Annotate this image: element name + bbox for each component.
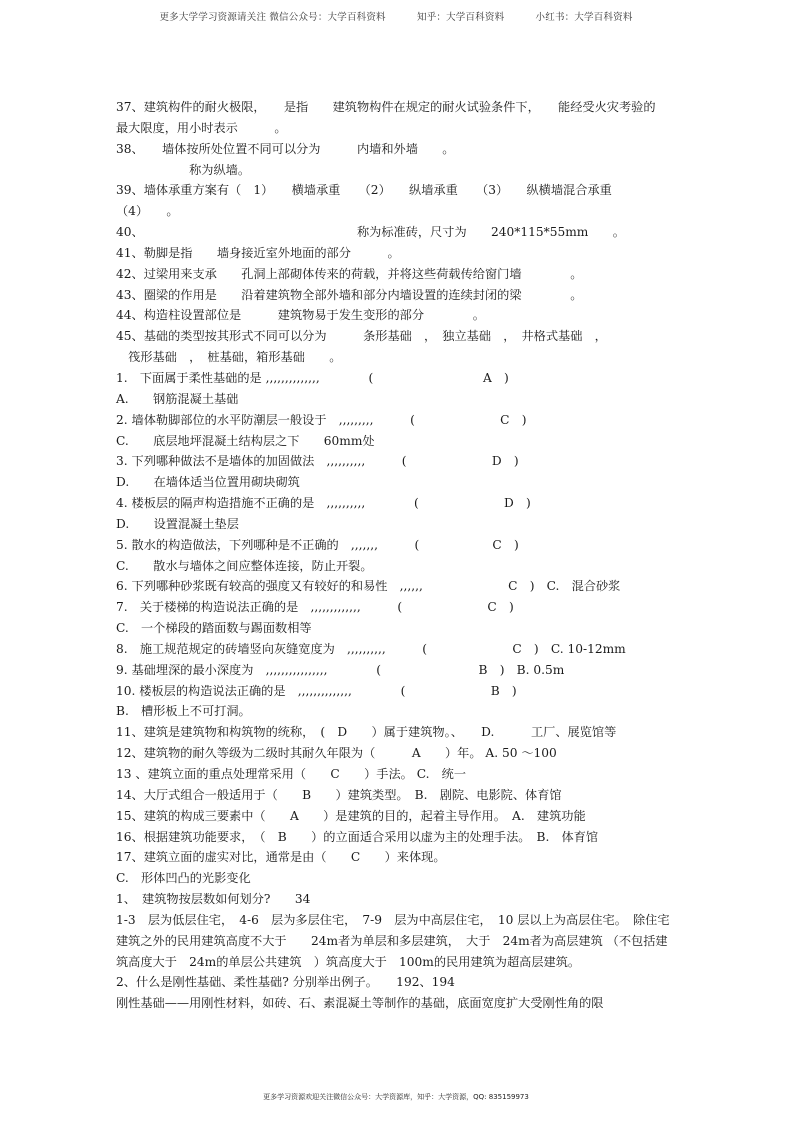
text-line: 10. 楼板层的构造说法正确的是 ,,,,,,,,,,,,,, ( B ) xyxy=(116,683,517,698)
text-line: 建筑之外的民用建筑高度不大于 24m者为单层和多层建筑， 大于 24m者为高层建筑 （不包括建 xyxy=(116,933,668,948)
text-line: C. 底层地坪混凝土结构层之下 60mm处 xyxy=(116,433,375,448)
page-footer: 更多学习资源欢迎关注微信公众号：大学资源库，知乎：大学资源，QQ: 835159973 xyxy=(263,1093,529,1101)
text-line: 1. 下面属于柔性基础的是 ,,,,,,,,,,,,,, ( A ) xyxy=(116,370,509,385)
text-line: 筑高度大于 24m的单层公共建筑 ）筑高度大于 100m的民用建筑为超高层建筑。 xyxy=(116,954,581,969)
text-line: 15、建筑的构成三要素中（ A ）是建筑的目的，起着主导作用。 A. 建筑功能 xyxy=(116,808,586,823)
text-line: 44、构造柱设置部位是 建筑物易于发生变形的部分 。 xyxy=(116,308,485,323)
text-line: 1-3 层为低层住宅， 4-6 层为多层住宅， 7-9 层为中高层住宅， 10 层以上为高层住宅。 除住宅 xyxy=(116,912,670,927)
header-zhihu-text: 知乎：大学百科资料 xyxy=(417,12,505,23)
text-line: A. 钢筋混凝土基础 xyxy=(116,391,239,406)
text-line: 8. 施工规范规定的砖墙竖向灰缝宽度为 ,,,,,,,,,, ( C ) C. 10-12mm xyxy=(116,641,626,656)
text-line: C. 散水与墙体之间应整体连接，防止开裂。 xyxy=(116,558,373,573)
header-xiaohongshu-text: 小红书：大学百科资料 xyxy=(535,12,633,23)
text-line: 16、根据建筑功能要求， （ B ）的立面适合采用以虚为主的处理手法。 B. 体育馆 xyxy=(116,829,599,844)
text-line: 13 、建筑立面的重点处理常采用（ C ）手法。 C. 统一 xyxy=(116,767,467,781)
text-line: 刚性基础——用刚性材料，如砖、石、素混凝土等制作的基础，底面宽度扩大受刚性角的限 xyxy=(116,996,604,1011)
text-line: 最大限度，用小时表示 。 xyxy=(116,120,287,135)
text-line: 14、大厅式组合一般适用于（ B ）建筑类型。 B. 剧院、电影院、体育馆 xyxy=(116,787,562,802)
text-line: 40、 称为标准砖，尺寸为 240*115*55mm 。 xyxy=(116,225,625,240)
text-line: 39、墙体承重方案有（ 1） 横墙承重 （2） 纵墙承重 （3） 纵横墙混合承重 xyxy=(116,183,612,198)
text-line: 5. 散水的构造做法，下列哪种是不正确的 ,,,,,,, ( C ) xyxy=(116,537,519,552)
text-line: 41、勒脚是指 墙身接近室外地面的部分 。 xyxy=(116,245,400,260)
text-line: 7. 关于楼梯的构造说法正确的是 ,,,,,,,,,,,,, ( C ) xyxy=(116,600,514,615)
text-line: B. 槽形板上不可打洞。 xyxy=(116,704,251,719)
text-line: 43、圈梁的作用是 沿着建筑物全部外墙和部分内墙设置的连续封闭的梁 。 xyxy=(116,287,583,302)
text-line: 2. 墙体勒脚部位的水平防潮层一般设于 ,,,,,,,,, ( C ) xyxy=(116,412,527,427)
page-header xyxy=(0,9,792,23)
document-body xyxy=(116,97,676,1014)
text-line: 4. 楼板层的隔声构造措施不正确的是 ,,,,,,,,,, ( D ) xyxy=(116,496,531,511)
text-line: 42、过梁用来支承 孔洞上部砌体传来的荷载，并将这些荷载传给窗门墙 。 xyxy=(116,266,583,281)
text-line: 17、建筑立面的虚实对比，通常是由（ C ）来体现。 xyxy=(116,850,446,865)
text-line: 45、基础的类型按其形式不同可以分为 条形基础 ， 独立基础 ， 井格式基础 ， xyxy=(116,329,607,344)
text-line: 筏形基础 ， 桩基础，箱形基础 。 xyxy=(116,350,342,365)
text-line: 11、建筑是建筑物和构筑物的统称， ( D ）属于建筑物。、 D. 工厂、展览馆等 xyxy=(116,725,617,740)
text-line: 38、 墙体按所处位置不同可以分为 内墙和外墙 。 xyxy=(116,141,455,156)
text-line: C. 一个梯段的踏面数与踢面数相等 xyxy=(116,621,312,636)
text-line: 3. 下列哪种做法不是墙体的加固做法 ,,,,,,,,,, ( D ) xyxy=(116,454,519,469)
text-line: 6. 下列哪种砂浆既有较高的强度又有较好的和易性 ,,,,,, C ) C. 混合砂浆 xyxy=(116,579,621,594)
text-line: D. 在墙体适当位置用砌块砌筑 xyxy=(116,475,300,490)
text-line: 2、什么是刚性基础、柔性基础? 分别举出例子。 192、194 xyxy=(116,975,455,990)
text-line: 9. 基础埋深的最小深度为 ,,,,,,,,,,,,,,,, ( B ) B. 0.5m xyxy=(116,662,565,677)
header-wechat-text: 更多大学学习资源请关注 微信公众号：大学百科资料 xyxy=(159,12,386,23)
text-line: 称为纵墙。 xyxy=(116,162,251,177)
text-line: （4） 。 xyxy=(116,204,179,219)
text-line: C. 形体凹凸的光影变化 xyxy=(116,871,251,886)
text-line: 1、 建筑物按层数如何划分? 34 xyxy=(116,892,311,907)
text-line: 37、建筑构件的耐火极限， 是指 建筑物构件在规定的耐火试验条件下， 能经受火灾考验的 xyxy=(116,100,656,114)
text-line: 12、建筑物的耐久等级为二级时其耐久年限为（ A ）年。 A. 50 ～100 xyxy=(116,746,557,761)
text-line: D. 设置混凝土垫层 xyxy=(116,516,239,531)
